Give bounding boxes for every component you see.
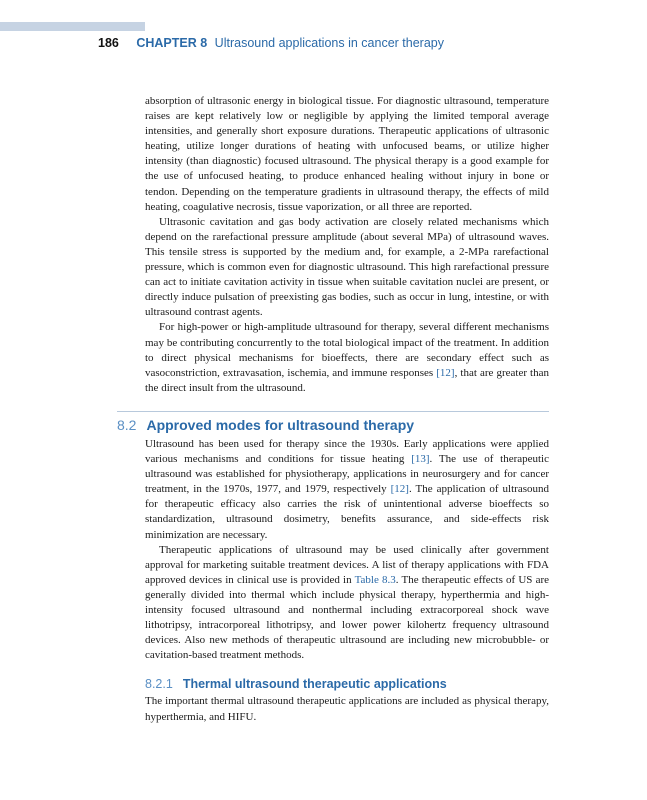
text-run: For high-power or high-amplitude ultrasound for therapy, several different mechanisms may be contributing concurrently to the total biological impact of the treatment. In addition to direct physical mechanisms for bioeffects, there are secondary effect such as vasoconstriction, extravasation, ischemia, and immune responses xyxy=(145,321,549,379)
table-reference-link[interactable]: Table 8.3 xyxy=(354,573,396,586)
body-paragraph-3 xyxy=(145,320,549,395)
text-run: . The use of therapeutic ultrasound was established for physiotherapy, applications in neurosurgery and for cancer treatment, in the 1970s, 1977, and 1979, respectively xyxy=(145,453,549,496)
chapter-title: Ultrasound applications in cancer therapy xyxy=(214,36,444,50)
section-paragraph-2 xyxy=(145,543,549,664)
citation-link[interactable]: [13] xyxy=(411,453,430,466)
section-number: 8.2 xyxy=(117,416,137,433)
citation-link[interactable]: [12] xyxy=(390,483,409,496)
subsection-paragraph-1: The important thermal ultrasound therapeutic applications are included as physical therapy, hyperthermia, and HIFU. xyxy=(145,695,549,723)
subsection-title: Thermal ultrasound therapeutic applications xyxy=(182,677,447,692)
section-heading xyxy=(117,418,549,433)
text-run: Ultrasound has been used for therapy since the 1930s. Early applications were applied various mechanisms and conditions for tissue heating xyxy=(145,437,549,466)
text-run: , that are greater than the direct insult from the ultrasound. xyxy=(145,366,549,394)
subsection-number: 8.2.1 xyxy=(145,677,173,692)
chapter-label: CHAPTER 8 xyxy=(136,36,208,50)
text-run: . The application of ultrasound for therapeutic efficacy also carries the risk of unintentional adverse bioeffects so standardization, ultrasound dosimetry, benefits assurance, and side-effects risk minimization are necessary. xyxy=(145,483,549,541)
body-paragraph-1: absorption of ultrasonic energy in biological tissue. For diagnostic ultrasound, temperature raises are kept relatively low or negligible by applying the limited temporal average intensities, and generally short exposure durations. Therapeutic applications of ultrasonic heating, utilize longer durations of heating with unfocused beams, or utilize higher intensity (than diagnostic) focused ultrasound. The physical therapy is a good example for the use of unfocused heating, to produce enhanced healing without injury in bone or tendon. Depending on the temperature gradients in ultrasound therapy, the effects of mild heating, coagulative necrosis, tissue vaporization, or all three are reported. xyxy=(145,95,549,213)
header-accent-bar xyxy=(0,22,145,31)
text-run: . The therapeutic effects of US are generally divided into thermal which include physical therapy, hyperthermia and high-intensity focused ultrasound and nonthermal including extracorporeal shock wave lithotripsy, intracorporeal lithotripsy, and lower power kilohertz frequency ultrasound devices. Also new methods of therapeutic ultrasound are including new microbubble- or cavitation-based treatment methods. xyxy=(145,573,549,662)
section-paragraph-1 xyxy=(145,437,549,543)
citation-link[interactable]: [12] xyxy=(436,366,455,379)
running-header xyxy=(98,36,444,50)
text-run: Therapeutic applications of ultrasound may be used clinically after government approval for marketing suitable treatment devices. A list of therapy applications with FDA approved devices in clinical use is provided in xyxy=(145,543,549,586)
page-number: 186 xyxy=(98,36,119,50)
page-body xyxy=(117,94,549,725)
section-title: Approved modes for ultrasound therapy xyxy=(146,416,415,433)
subsection-heading xyxy=(145,677,549,692)
section-divider xyxy=(117,411,549,412)
body-paragraph-2: Ultrasonic cavitation and gas body activation are closely related mechanisms which depend on the rarefactional pressure amplitude (about several MPa) of ultrasound waves. This tensile stress is supported by the medium and, for example, a 2-MPa rarefactional pressure, which is common even for diagnostic ultrasound. This high rarefactional pressure can act to initiate cavitation activity in tissue when suitable cavitation nuclei are present, or directly induce pulsation of preexisting gas bodies, such as occur in lung, intestine, or with ultrasound contrast agents. xyxy=(145,215,549,319)
